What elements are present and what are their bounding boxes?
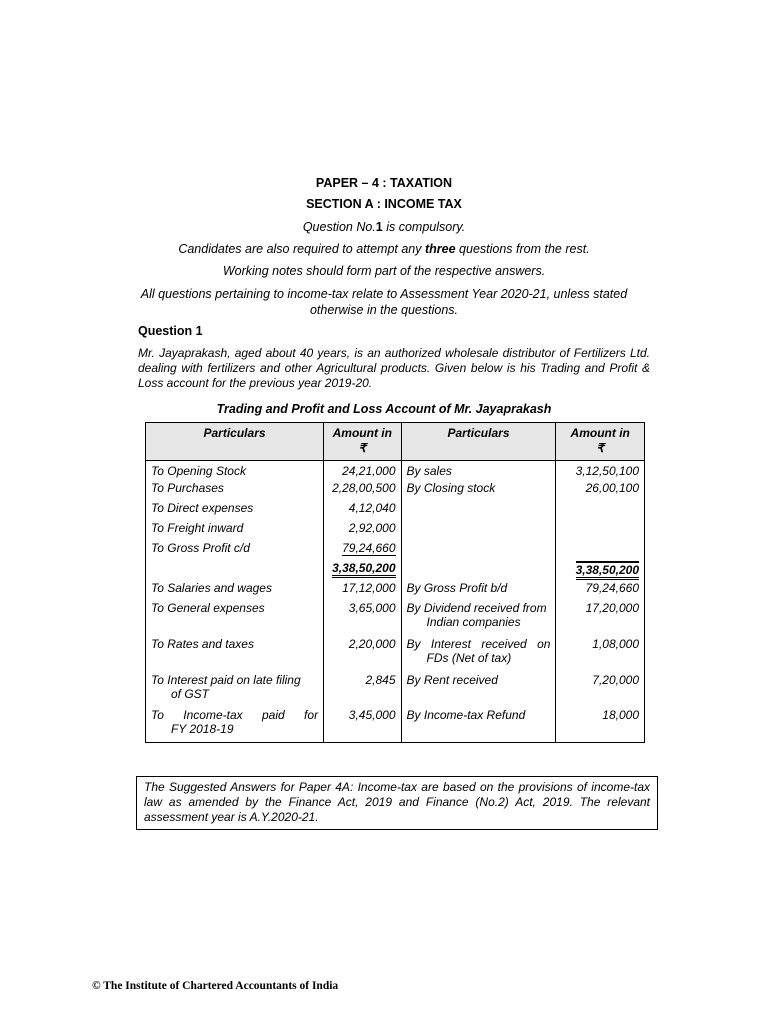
cell-credit-amount — [556, 521, 645, 541]
table-row-total — [146, 561, 645, 581]
cell-credit-amount — [556, 541, 645, 561]
cell-debit-particular: To Purchases — [146, 481, 324, 501]
cell-debit-amount: 17,12,000 — [324, 581, 401, 601]
header-particulars-credit: Particulars — [401, 423, 556, 461]
cell-credit-particular: By sales — [401, 461, 556, 481]
instruction-compulsory: Question No.1 is compulsory. — [302, 220, 466, 234]
table-row — [146, 521, 645, 541]
cell-credit-amount: 7,20,000 — [556, 673, 645, 708]
cell-debit-amount: 2,20,000 — [324, 637, 401, 673]
cell-credit-particular: By Closing stock — [401, 481, 556, 501]
cell-debit-amount: 3,45,000 — [324, 708, 401, 743]
table-row — [146, 637, 645, 673]
cell-debit-particular: To Interest paid on late filing of GST — [146, 673, 324, 708]
cell-credit-particular — [401, 561, 556, 581]
cell-debit-particular: To Salaries and wages — [146, 581, 324, 601]
table-row — [146, 581, 645, 601]
question-intro: Mr. Jayaprakash, aged about 40 years, is an authorized wholesale distributor of Fertilizers Ltd. dealing with fertilizers and other Agricultural products. Given below is his Trading and Profit & Loss account for the previous year 2019-20. — [138, 346, 650, 390]
cell-credit-particular — [401, 541, 556, 561]
cell-debit-amount: 24,21,000 — [324, 461, 401, 481]
table-row — [146, 481, 645, 501]
header-particulars-debit: Particulars — [146, 423, 324, 461]
cell-credit-particular: By Rent received — [401, 673, 556, 708]
cell-debit-particular: To Gross Profit c/d — [146, 541, 324, 561]
cell-credit-particular: By Interest received on FDs (Net of tax) — [401, 637, 556, 673]
cell-debit-amount: 3,65,000 — [324, 601, 401, 637]
section-title: SECTION A : INCOME TAX — [306, 197, 462, 211]
cell-credit-amount: 3,12,50,100 — [556, 461, 645, 481]
instruction-attempt: Candidates are also required to attempt any three questions from the rest. — [178, 242, 590, 256]
cell-debit-particular: To Income-tax paid for FY 2018-19 — [146, 708, 324, 743]
cell-credit-amount: 1,08,000 — [556, 637, 645, 673]
cell-debit-particular: To Direct expenses — [146, 501, 324, 521]
paper-title: PAPER – 4 : TAXATION — [315, 176, 453, 190]
table-caption: Trading and Profit and Loss Account of Mr. Jayaprakash — [216, 402, 552, 416]
cell-debit-particular: To Rates and taxes — [146, 637, 324, 673]
table-row — [146, 601, 645, 637]
cell-credit-particular: By Gross Profit b/d — [401, 581, 556, 601]
cell-credit-amount: 18,000 — [556, 708, 645, 743]
cell-credit-amount: 26,00,100 — [556, 481, 645, 501]
table-row — [146, 501, 645, 521]
cell-debit-amount: 4,12,040 — [324, 501, 401, 521]
cell-debit-particular: To General expenses — [146, 601, 324, 637]
footer-copyright: © The Institute of Chartered Accountants of India — [92, 980, 339, 992]
cell-credit-particular: By Dividend received from Indian companies — [401, 601, 556, 637]
cell-credit-amount: 79,24,660 — [556, 581, 645, 601]
instruction-working-notes: Working notes should form part of the respective answers. — [222, 264, 546, 278]
suggested-answers-note: The Suggested Answers for Paper 4A: Income-tax are based on the provisions of income-tax law as amended by the Finance Act, 2019 and Finance (No.2) Act, 2019. The relevant assessment year is A.Y.2020-21. — [136, 776, 658, 830]
cell-credit-particular: By Income-tax Refund — [401, 708, 556, 743]
cell-credit-particular — [401, 501, 556, 521]
table-row — [146, 461, 645, 481]
cell-credit-particular — [401, 521, 556, 541]
cell-debit-amount: 2,92,000 — [324, 521, 401, 541]
cell-debit-amount: 2,845 — [324, 673, 401, 708]
header-amount-credit: Amount in ₹ — [556, 423, 645, 461]
cell-credit-amount — [556, 501, 645, 521]
instruction-assessment-year: All questions pertaining to income-tax relate to Assessment Year 2020-21, unless stated otherwise in the questions. — [140, 287, 628, 317]
table-row — [146, 708, 645, 743]
cell-debit-particular — [146, 561, 324, 581]
header-amount-debit: Amount in ₹ — [324, 423, 401, 461]
table-header-row — [146, 423, 645, 461]
trading-pl-account-table — [145, 422, 645, 743]
cell-debit-amount: 2,28,00,500 — [324, 481, 401, 501]
cell-debit-particular: To Opening Stock — [146, 461, 324, 481]
cell-debit-particular: To Freight inward — [146, 521, 324, 541]
cell-credit-total: 3,38,50,200 — [556, 561, 645, 581]
cell-debit-amount: 79,24,660 — [324, 541, 401, 561]
table-row — [146, 673, 645, 708]
cell-debit-total: 3,38,50,200 — [324, 561, 401, 581]
question-title: Question 1 — [138, 324, 203, 338]
table-row — [146, 541, 645, 561]
cell-credit-amount: 17,20,000 — [556, 601, 645, 637]
